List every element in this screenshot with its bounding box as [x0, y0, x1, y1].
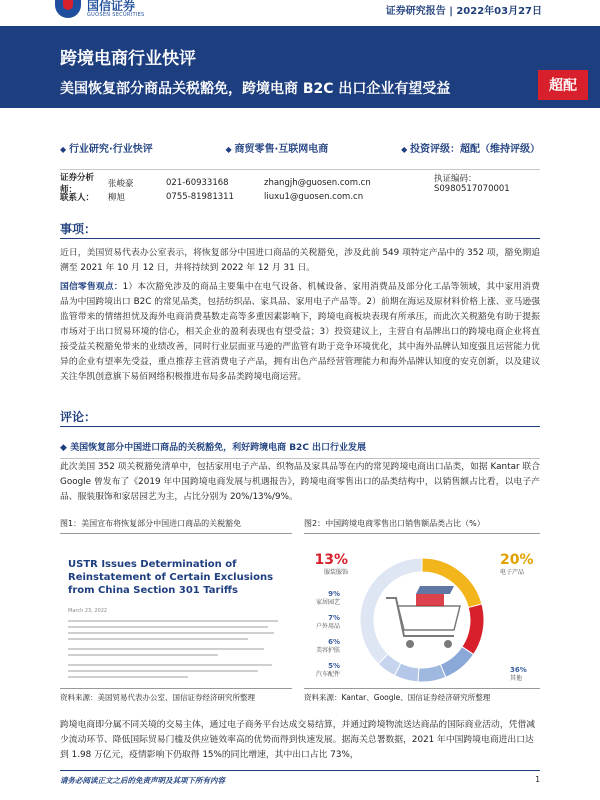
fig1-text-line: [68, 626, 268, 628]
event-paragraph: 近日，美国贸易代表办公室表示，将恢复部分中国进口商品的关税豁免，涉及此前 549 项特定产品中的 352 项，豁免期追溯至 2021 年 10 月 12 日，并将持续到 2022 年 12 月 31 日。: [60, 248, 540, 273]
analyst-label: 证券分析师：: [60, 173, 95, 195]
shopping-cart-icon: [386, 586, 460, 648]
report-meta: 证券研究报告 | 2022年03月27日: [385, 6, 542, 17]
comment-paragraph: 此次美国 352 项关税豁免清单中，包括家用电子产品、织物品及家具品等在内的常见跨境电商出口品类，如据 Kantar 联合 Google 曾发布了《2019 年中国跨境电商发展与机遇报告》，跨境电商零售出口的品类结构中，以销售额占比看，以电子产品、服装服饰和家居园艺为主，占比分别为 20%/13%/9%。: [60, 462, 540, 502]
analyst-phone: 021-60933168: [166, 178, 229, 188]
fig1-doc-date: March 23, 2022: [68, 608, 108, 614]
analyst-cert: 执证编码：S0980517070001: [434, 174, 510, 194]
pie-slice-服装服饰: [462, 604, 484, 654]
analyst-table: [60, 169, 540, 204]
company-logo: [55, 0, 145, 18]
pie-category-label: 汽车配件: [315, 671, 340, 678]
analyst-name: 张峻豪: [108, 179, 134, 189]
comment-subheading: ◆ 美国恢复部分中国进口商品的关税豁免，利好跨境电商 B2C 出口行业发展: [60, 440, 540, 459]
fig1-image: [60, 536, 292, 686]
fig1-text-line: [68, 648, 264, 650]
report-type: 证券研究报告: [385, 6, 446, 17]
pie-category-label: 美容护肤: [315, 647, 340, 654]
comments-divider: [60, 426, 540, 427]
view-text: 1）本次豁免涉及的商品主要集中在电气设备、机械设备、家用消费品及部分化工品等领域，其中家用消费品为中国跨境出口 B2C 的常见品类，包括纺织品、家具品、家用电子产品等。2）前期在海运及原材料价格上涨、亚马逊强监管带来的情绪担忧及海外电商消费基数走高等多重因素影响下，跨境电商板块表现有所承压，而此次关税豁免有助于提振市场对于出口贸易环境的信心，相关企业的盈利表现也有望受益；3）投资建议上，主营自有品牌出口的跨境电商企业将直接受益关税豁免带来的业绩改善，同时行业层面亚马逊的严监管有助于竞争环境优化，其中海外品牌认知度强且运营能力优异的企业有望率先受益，重点推荐主营消费电子产品，拥有出色产品经营管理能力和海外品牌认知度的安克创新，以及建议关注华凯创意旗下易佰网络积极推进布局多品类跨境电商运营。: [60, 282, 540, 382]
contact-email[interactable]: liuxu1@guosen.com.cn: [264, 192, 364, 202]
analyst-email[interactable]: zhangjh@guosen.com.cn: [264, 178, 371, 188]
title-banner: [0, 26, 600, 108]
pie-value-label: 6%: [328, 638, 340, 646]
page-footer: [60, 770, 540, 786]
pie-value-label: 20%: [500, 552, 534, 568]
events-divider: [60, 238, 540, 239]
view-paragraph: [60, 280, 540, 385]
comments-heading: 评论：: [60, 410, 97, 424]
fig1-text-line: [68, 632, 274, 634]
pie-value-label: 5%: [328, 662, 340, 670]
category-label: ◆ 行业研究·行业快评: [60, 140, 153, 155]
contact-name: 柳旭: [108, 193, 126, 203]
view-label: 国信零售观点：: [60, 282, 123, 292]
fig1-doc-title: USTR Issues Determination of Reinstatement of Certain Exclusions from China Section 301 Tariffs: [68, 559, 274, 596]
fig2-caption: 图2：中国跨境电商零售出口销售额品类占比（%）: [304, 518, 540, 534]
logo-en: GUOSEN SECURITIES: [87, 12, 145, 18]
fig1-caption: 图1：美国宣布将恢复部分中国进口商品的关税豁免: [60, 518, 292, 534]
pie-category-label: 家居园艺: [315, 599, 340, 606]
report-info: [60, 140, 540, 204]
pie-category-label: 电子产品: [500, 569, 525, 576]
fig2-chart: [304, 536, 540, 686]
contact-label: 联系人：: [60, 193, 95, 203]
contact-phone: 0755-81981311: [166, 192, 234, 202]
logo-icon: [55, 0, 81, 18]
rating-badge: 超配: [538, 70, 588, 100]
pie-slice-家居园艺: [440, 647, 473, 678]
pie-value-label: 9%: [328, 590, 340, 598]
pie-chart: [304, 536, 540, 686]
pie-category-label: 其他: [510, 675, 523, 682]
pie-category-label: 服装服饰: [323, 569, 348, 576]
report-title: 跨境电商行业快评: [60, 49, 196, 69]
pie-value-label: 13%: [314, 552, 348, 568]
fig1-text-line: [68, 664, 272, 666]
fig1-text-line: [68, 676, 188, 678]
fig1-source: 资料来源：美国贸易代表办公室、国信证券经济研究所整理: [60, 688, 292, 703]
pie-value-label: 36%: [510, 666, 527, 674]
bottom-paragraph: 跨境电商即分属不同关境的交易主体，通过电子商务平台达成交易结算，并通过跨境物流送达商品的国际商业活动，凭借减少流动环节、降低国际贸易门槛及供应链效率高的优势而得到快速发展。据海关总署数据，2021 年中国跨境电商进出口达到 1.98 万亿元，疫情影响下仍取得 15%的同比增速，其中出口占比 73%，: [60, 720, 536, 760]
report-date: 2022年03月27日: [456, 6, 542, 17]
logo-cn: 国信证券: [87, 0, 136, 13]
pie-slice-户外用品: [418, 664, 446, 682]
pie-category-label: 户外用品: [315, 623, 340, 630]
report-subtitle: 美国恢复部分商品关税豁免，跨境电商 B2C 出口企业有望受益: [60, 81, 451, 97]
top-header: [0, 0, 600, 22]
fig1-text-line: [68, 670, 258, 672]
fig1-text-line: [68, 620, 278, 622]
analyst-row: [60, 173, 540, 195]
investment-rating: ◆ 投资评级：超配（维持评级）: [401, 140, 540, 155]
page-number: 1: [535, 775, 540, 784]
footer-disclaimer: 请务必阅读正文之后的免责声明及其项下所有内容: [60, 776, 225, 785]
fig2-source: 资料来源：Kantar、Google、国信证券经济研究所整理: [304, 688, 540, 703]
pie-value-label: 7%: [328, 614, 340, 622]
fig1-text-line: [68, 654, 218, 656]
pie-slice-其他: [360, 558, 422, 664]
fig1-text-line: [68, 638, 248, 640]
sector-label: ◆ 商贸零售·互联网电商: [226, 140, 329, 155]
events-heading: 事项：: [60, 222, 97, 236]
